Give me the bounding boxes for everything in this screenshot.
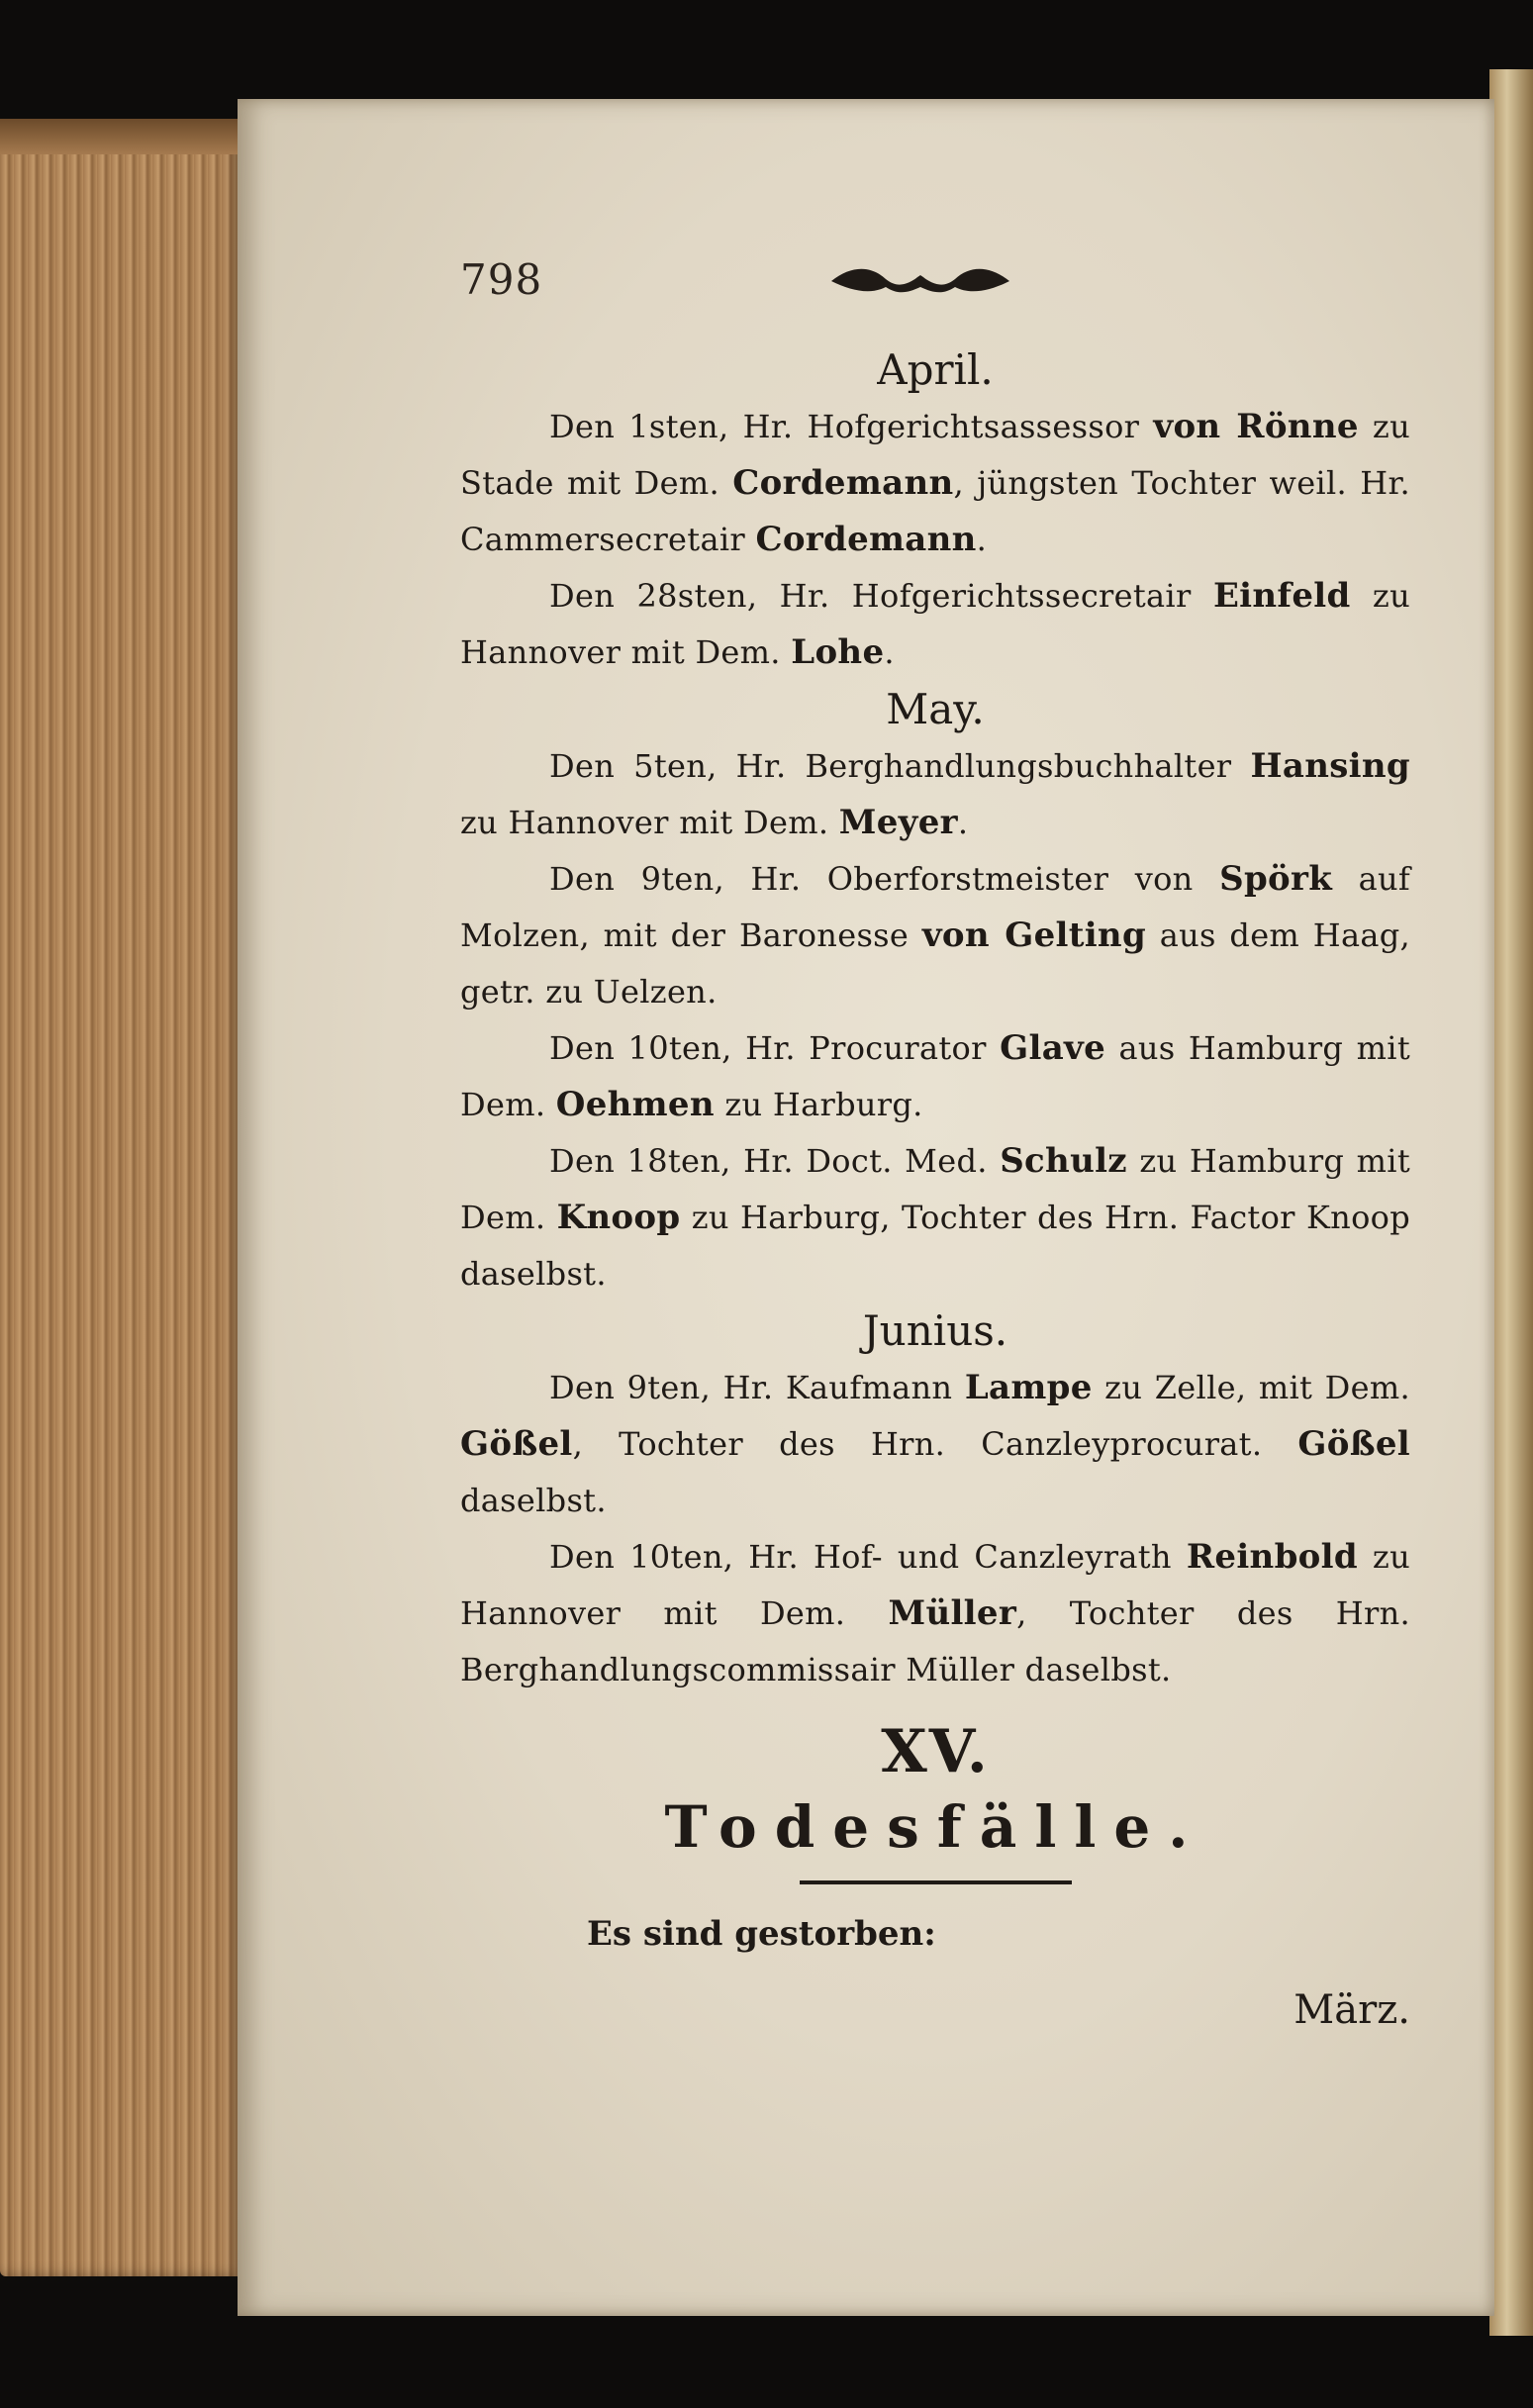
entry-name: Müller — [888, 1593, 1017, 1633]
entry-text: Den 9ten, Hr. Oberforstmeister von — [549, 860, 1220, 898]
right-page-edge — [1489, 69, 1533, 2336]
entry-name: Glave — [1000, 1028, 1106, 1068]
section-intro: Es sind gestorben: — [587, 1914, 936, 1954]
entry-name: Cordemann — [755, 520, 977, 559]
entry-text: Den 10ten, Hr. Hof- und Canzleyrath — [549, 1538, 1187, 1576]
month-heading-junius: Junius. — [862, 1306, 1008, 1355]
entry-name: Oehmen — [555, 1085, 715, 1124]
month-heading-maerz: März. — [1293, 1987, 1410, 2033]
entry-april-2 — [460, 568, 1410, 681]
entry-text: zu Hannover mit Dem. — [460, 577, 1410, 671]
entry-name: Schulz — [1000, 1141, 1127, 1181]
entry-may-1 — [460, 738, 1410, 851]
entry-name: Knoop — [556, 1198, 681, 1237]
entry-text: . — [884, 633, 895, 671]
month-heading-may: May. — [886, 685, 985, 733]
page-stack — [0, 119, 242, 2276]
entry-text: Den 5ten, Hr. Berghandlungsbuchhalter — [549, 747, 1251, 785]
entry-may-4 — [460, 1133, 1410, 1302]
page-stack-top — [0, 119, 242, 154]
entry-name: Spörk — [1219, 859, 1333, 899]
entry-name: Meyer — [838, 803, 958, 842]
entry-text: , Tochter des Hrn. Canzleyprocurat. — [572, 1425, 1298, 1463]
entry-name: Reinbold — [1186, 1537, 1358, 1577]
entry-name: Hansing — [1250, 746, 1410, 786]
entry-text: . — [976, 521, 988, 558]
entry-name: Gößel — [1297, 1424, 1410, 1464]
page-header — [460, 255, 1410, 315]
entry-text: daselbst. — [460, 1482, 607, 1519]
entry-name: Lohe — [791, 632, 885, 672]
entry-text: zu Hannover mit Dem. — [460, 1538, 1410, 1632]
month-heading-april: April. — [877, 345, 994, 394]
entry-text: Den 28sten, Hr. Hofgerichtssecretair — [549, 577, 1213, 615]
entry-name: Einfeld — [1212, 576, 1351, 616]
entry-text: auf Molzen, mit der Baronesse — [460, 860, 1411, 954]
entry-name: Cordemann — [732, 463, 954, 503]
entry-text: zu Stade mit Dem. — [460, 408, 1411, 502]
entry-may-2 — [460, 851, 1410, 1020]
page-content — [460, 341, 1410, 2045]
entry-text: zu Harburg, Tochter des Hrn. Factor Knoop daselbst. — [460, 1199, 1411, 1293]
entry-text: aus dem Haag, getr. zu Uelzen. — [460, 916, 1410, 1011]
entry-name: Lampe — [964, 1368, 1093, 1407]
entry-april-1 — [460, 399, 1410, 568]
section-number: XV. — [881, 1717, 990, 1786]
entry-text: aus Hamburg mit Dem. — [460, 1029, 1410, 1123]
entry-text: zu Harburg. — [714, 1086, 923, 1123]
entry-text: zu Hamburg mit Dem. — [460, 1142, 1410, 1236]
entry-text: zu Zelle, mit Dem. — [1092, 1369, 1410, 1406]
entry-junius-2 — [460, 1529, 1410, 1698]
section-title: Todesfälle. — [664, 1793, 1206, 1861]
entry-name: von Rönne — [1153, 407, 1359, 446]
entry-text: Den 1sten, Hr. Hofgerichtsassessor — [549, 408, 1154, 445]
entry-text: , Tochter des Hrn. Berghandlungscommissair Müller daselbst. — [460, 1594, 1410, 1688]
entry-text: zu Hannover mit Dem. — [460, 804, 839, 841]
entry-may-3 — [460, 1020, 1410, 1133]
entry-text: Den 18ten, Hr. Doct. Med. — [549, 1142, 1001, 1180]
entry-text: Den 9ten, Hr. Kaufmann — [549, 1369, 965, 1406]
entry-name: Gößel — [460, 1424, 573, 1464]
page-number: 798 — [460, 255, 543, 304]
entry-text: , jüngsten Tochter weil. Hr. Cammersecretair — [460, 464, 1411, 558]
entry-name: von Gelting — [921, 915, 1147, 955]
ornament-icon — [826, 257, 1014, 301]
entry-junius-1 — [460, 1360, 1410, 1529]
section-rule — [800, 1880, 1072, 1884]
entry-text: Den 10ten, Hr. Procurator — [549, 1029, 1001, 1067]
entry-text: . — [957, 804, 969, 841]
